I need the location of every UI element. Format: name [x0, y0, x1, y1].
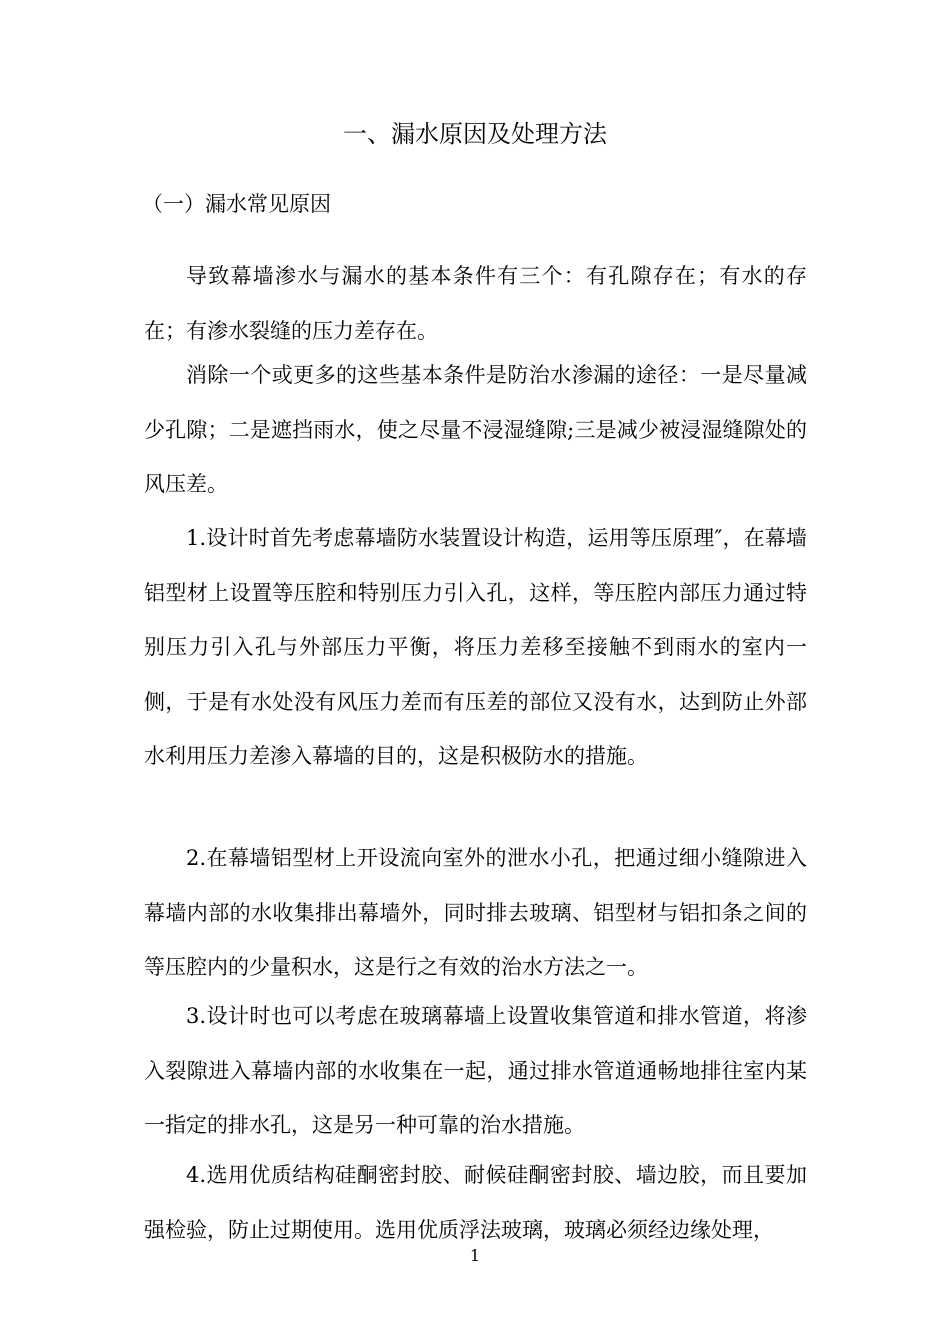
document-title: 一、漏水原因及处理方法 — [343, 120, 607, 148]
page-number: 1 — [469, 1246, 481, 1265]
paragraph-item-3: 3.设计时也可以考虑在玻璃幕墙上设置收集管道和排水管道，将渗入裂隙进入幕墙内部的水收集在一起，通过排水管道通畅地排往室内某一指定的排水孔，这是另一种可靠的治水措施。 — [144, 1004, 807, 1137]
section-heading: （一）漏水常见原因 — [142, 192, 331, 216]
paragraph-prevention-approaches: 消除一个或更多的这些基本条件是防治水渗漏的途径：一是尽量减少孔隙；二是遮挡雨水，使之尽量不浸湿缝隙;三是减少被浸湿缝隙处的风压差。 — [144, 363, 807, 496]
paragraph-basic-conditions: 导致幕墙渗水与漏水的基本条件有三个：有孔隙存在；有水的存在；有渗水裂缝的压力差存在。 — [144, 264, 807, 343]
paragraph-item-2: 2.在幕墙铝型材上开设流向室外的泄水小孔，把通过细小缝隙进入幕墙内部的水收集排出幕墙外，同时排去玻璃、铝型材与铝扣条之间的等压腔内的少量积水，这是行之有效的治水方法之一。 — [144, 846, 807, 979]
paragraph-item-4: 4.选用优质结构硅酮密封胶、耐候硅酮密封胶、墙边胶，而且要加强检验，防止过期使用。选用优质浮法玻璃，玻璃必须经边缘处理， — [144, 1163, 807, 1242]
paragraph-item-1: 1.设计时首先考虑幕墙防水装置设计构造，运用等压原理″，在幕墙铝型材上设置等压腔和特别压力引入孔，这样，等压腔内部压力通过特别压力引入孔与外部压力平衡，将压力差移至接触不到雨水的室内一侧，于是有水处没有风压力差而有压差的部位又没有水，达到防止外部水利用压力差渗入幕墙的目的，这是积极防水的措施。 — [144, 526, 807, 768]
